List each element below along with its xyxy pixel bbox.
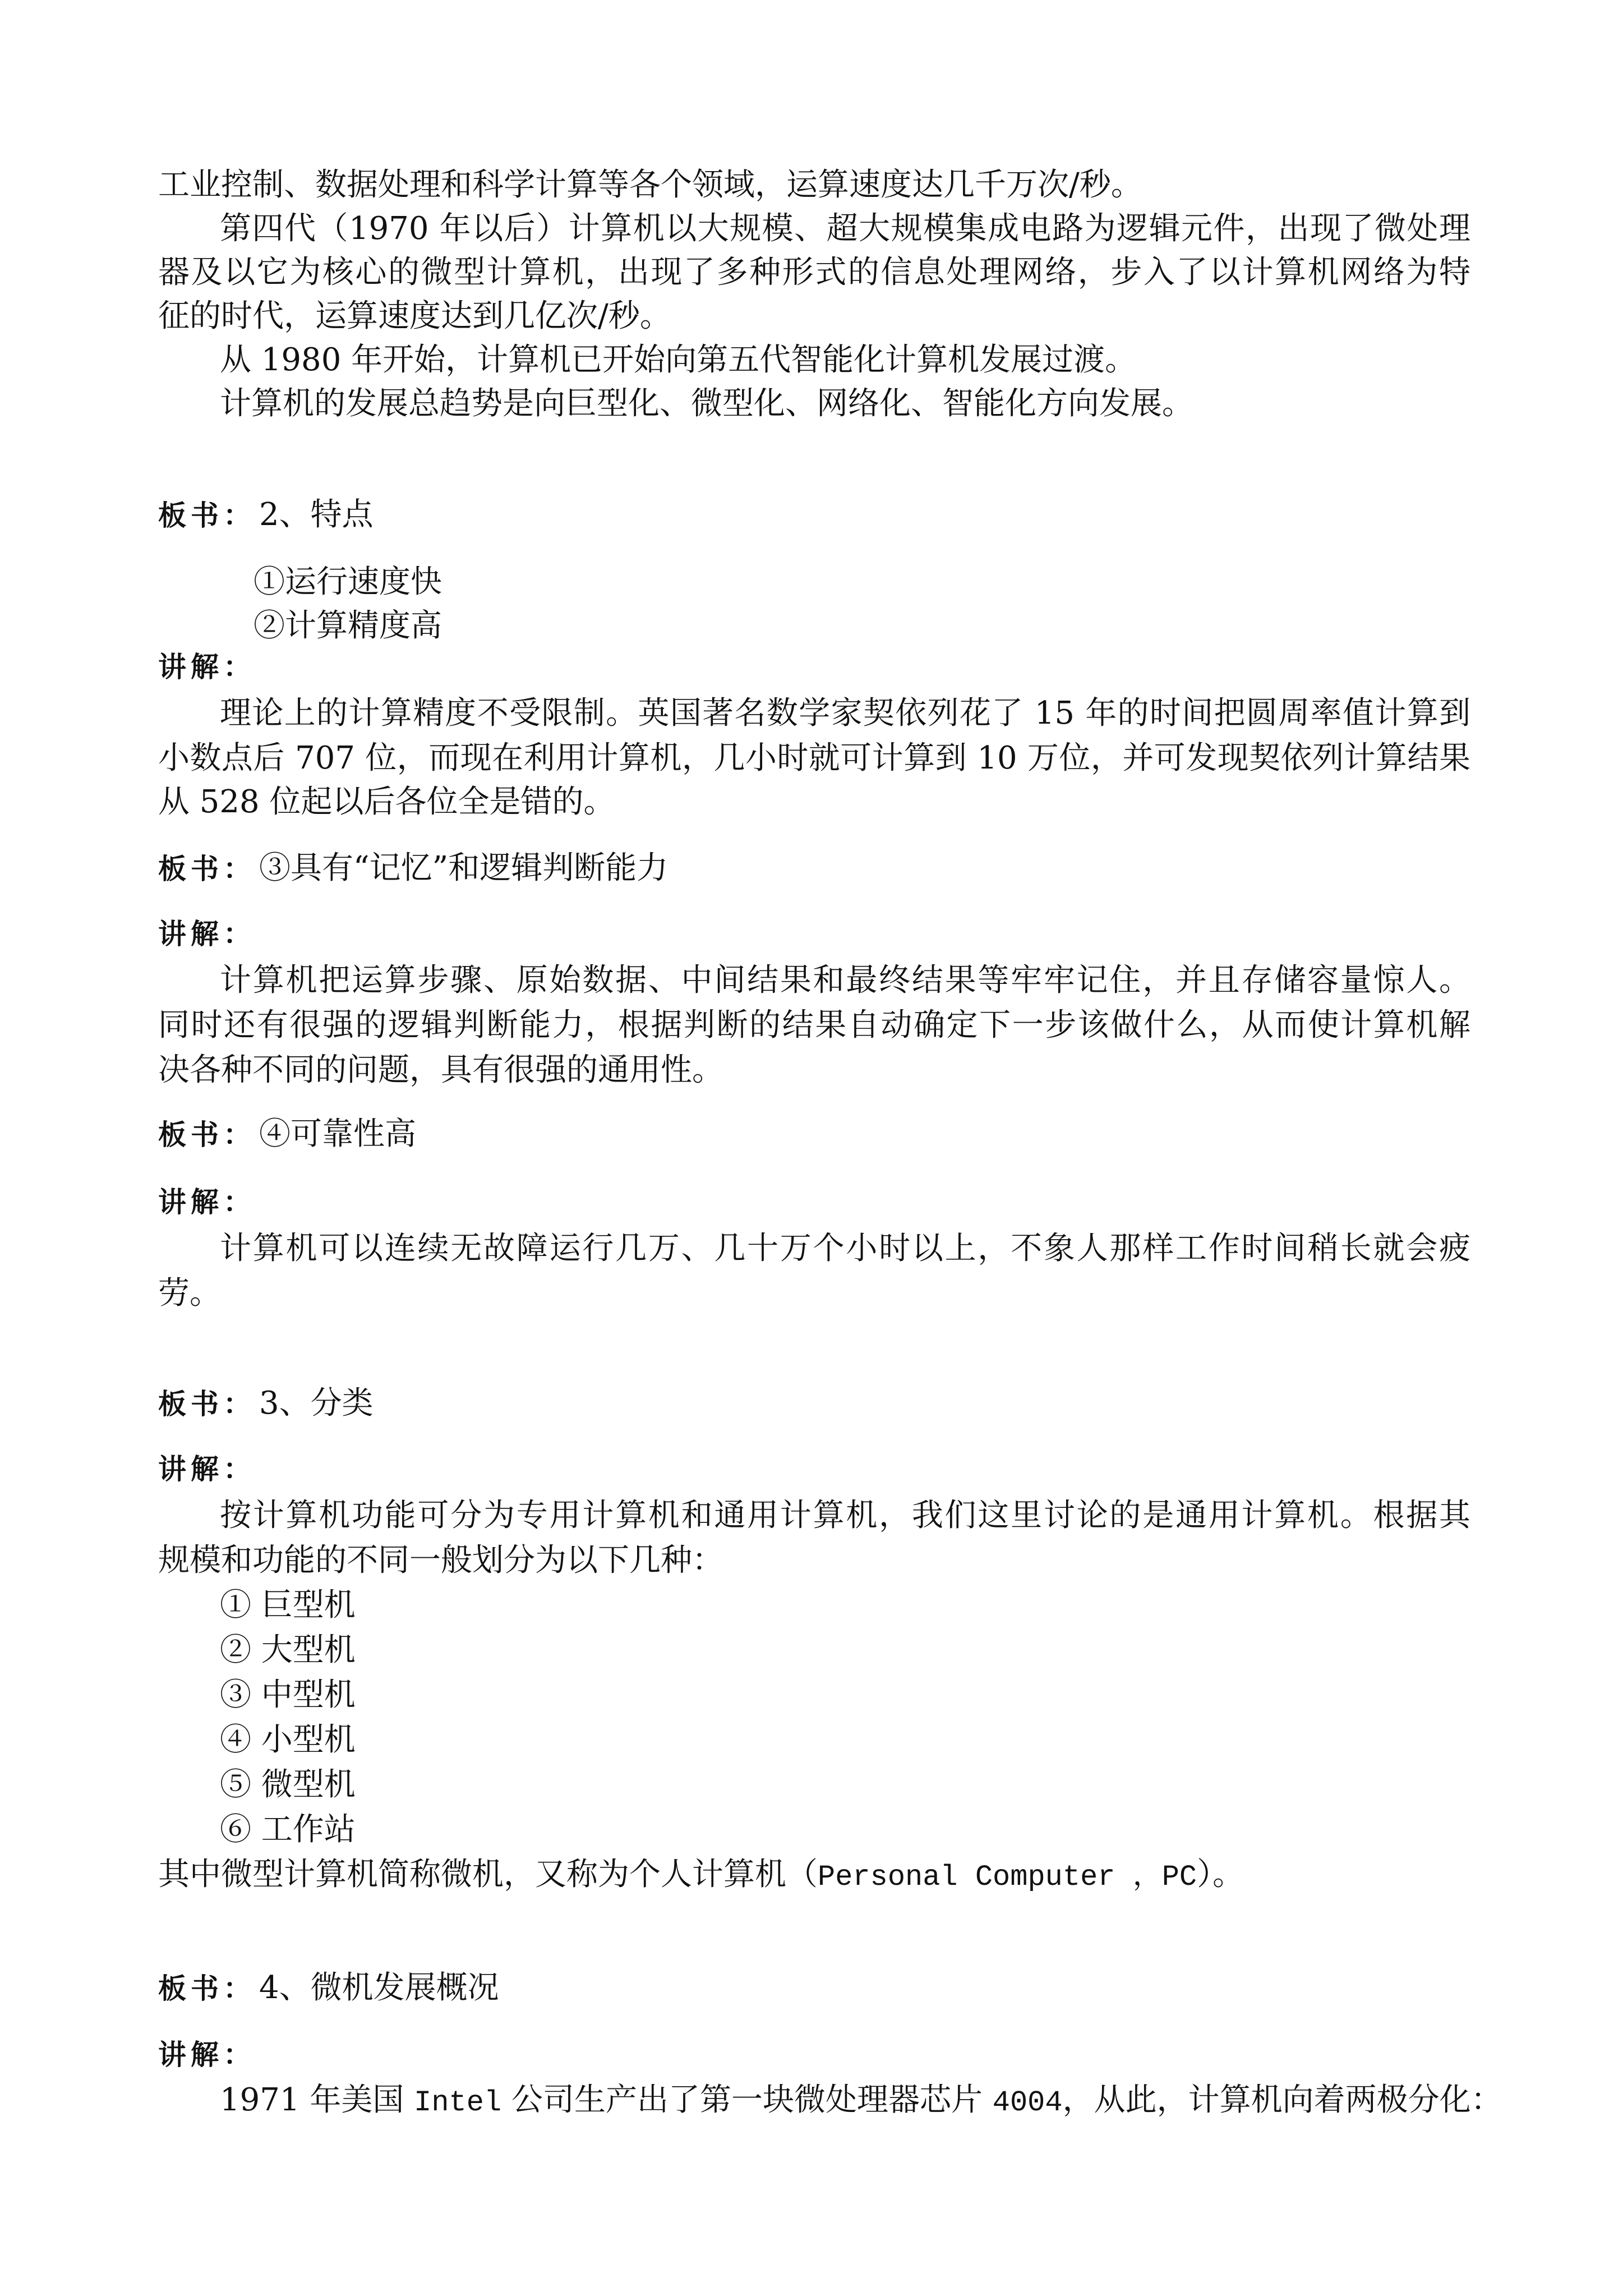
section-2b-explain-line3: 决各种不同的问题，具有很强的通用性。	[158, 1052, 723, 1088]
section-3-list-item: ⑤ 微型机	[220, 1766, 356, 1803]
section-2b-title: ③具有“记忆”和逻辑判断能力	[259, 850, 668, 886]
section-4-explain-line1	[220, 2080, 1502, 2123]
banshu-label: 板书：	[158, 1972, 256, 2005]
section-2c-explain-line2: 劳。	[158, 1275, 221, 1312]
jiangjie-label: 讲解：	[158, 2039, 256, 2071]
section-4-exp-post: ，从此，计算机向着两极分化：	[1062, 2082, 1502, 2118]
jiangjie-label: 讲解：	[158, 1453, 256, 1485]
section-3-list-item: ① 巨型机	[220, 1587, 356, 1623]
section-2-item-2: ②计算精度高	[253, 608, 442, 644]
section-4-exp-4004: 4004	[992, 2086, 1063, 2119]
section-3-explain-line2: 规模和功能的不同一般划分为以下几种：	[158, 1542, 723, 1579]
section-3-explain-label	[158, 1448, 1470, 1489]
section-4-exp-mid: 公司生产出了第一块微处理器芯片	[501, 2082, 993, 2118]
intro-p1-line1: 工业控制、数据处理和科学计算等各个领域，运算速度达几千万次/秒。	[158, 167, 1142, 203]
section-2b-explain-line1: 计算机把运算步骤、原始数据、中间结果和最终结果等牢牢记住，并且存储容量惊人。	[220, 962, 1470, 999]
section-2c-title: ④可靠性高	[259, 1116, 416, 1152]
section-3-title: 3、分类	[259, 1385, 374, 1421]
section-3-note-pre: 其中微型计算机简称微机，又称为个人计算机（	[158, 1856, 818, 1893]
section-3-note	[158, 1855, 1470, 1898]
section-2-explain-label	[158, 646, 1470, 687]
section-3-note-pc: Personal Computer ，PC	[818, 1861, 1197, 1894]
section-2-explain-line2: 小数点后 707 位，而现在利用计算机，几小时就可计算到 10 万位，并可发现契依列计算结果	[158, 740, 1470, 776]
section-2b-heading	[158, 848, 1470, 889]
section-2c-heading	[158, 1114, 1470, 1155]
section-4-heading	[158, 1968, 1470, 2009]
section-4-exp-pre: 1971 年美国	[220, 2082, 414, 2118]
section-3-list-item: ② 大型机	[220, 1632, 356, 1668]
section-2-item-1: ①运行速度快	[253, 564, 442, 600]
banshu-label: 板书：	[158, 1388, 256, 1420]
jiangjie-label: 讲解：	[158, 1186, 256, 1218]
section-3-note-post: ）。	[1197, 1856, 1244, 1893]
section-3-explain-line1: 按计算机功能可分为专用计算机和通用计算机，我们这里讨论的是通用计算机。根据其	[220, 1497, 1470, 1534]
section-2c-explain-line1: 计算机可以连续无故障运行几万、几十万个小时以上，不象人那样工作时间稍长就会疲	[220, 1230, 1470, 1267]
section-2-title: 2、特点	[259, 496, 374, 533]
section-4-exp-intel: Intel	[414, 2086, 502, 2119]
intro-p3-line1: 从 1980 年开始，计算机已开始向第五代智能化计算机发展过渡。	[220, 342, 1137, 378]
intro-p4-line1: 计算机的发展总趋势是向巨型化、微型化、网络化、智能化方向发展。	[220, 385, 1193, 422]
section-3-list-item: ④ 小型机	[220, 1722, 356, 1758]
banshu-label: 板书：	[158, 853, 256, 885]
intro-p2-line3: 征的时代，运算速度达到几亿次/秒。	[158, 298, 671, 334]
banshu-label: 板书：	[158, 499, 256, 532]
section-2b-explain-line2: 同时还有很强的逻辑判断能力，根据判断的结果自动确定下一步该做什么，从而使计算机解	[158, 1007, 1470, 1043]
section-2-explain-line3: 从 528 位起以后各位全是错的。	[158, 784, 615, 820]
section-2-explain-line1: 理论上的计算精度不受限制。英国著名数学家契依列花了 15 年的时间把圆周率值计算到	[220, 695, 1470, 731]
section-3-list-item: ③ 中型机	[220, 1677, 356, 1713]
jiangjie-label: 讲解：	[158, 918, 256, 950]
intro-p2-line2: 器及以它为核心的微型计算机，出现了多种形式的信息处理网络，步入了以计算机网络为特	[158, 254, 1470, 291]
section-2b-explain-label	[158, 913, 1470, 954]
banshu-label: 板书：	[158, 1119, 256, 1151]
section-3-list-item: ⑥ 工作站	[220, 1811, 356, 1848]
intro-p2-line1: 第四代（1970 年以后）计算机以大规模、超大规模集成电路为逻辑元件，出现了微处理	[220, 210, 1470, 247]
section-2c-explain-label	[158, 1181, 1470, 1222]
section-2-heading	[158, 495, 1470, 536]
section-4-title: 4、微机发展概况	[259, 1970, 499, 2006]
jiangjie-label: 讲解：	[158, 651, 256, 683]
section-3-heading	[158, 1383, 1470, 1424]
section-4-explain-label	[158, 2034, 1470, 2075]
